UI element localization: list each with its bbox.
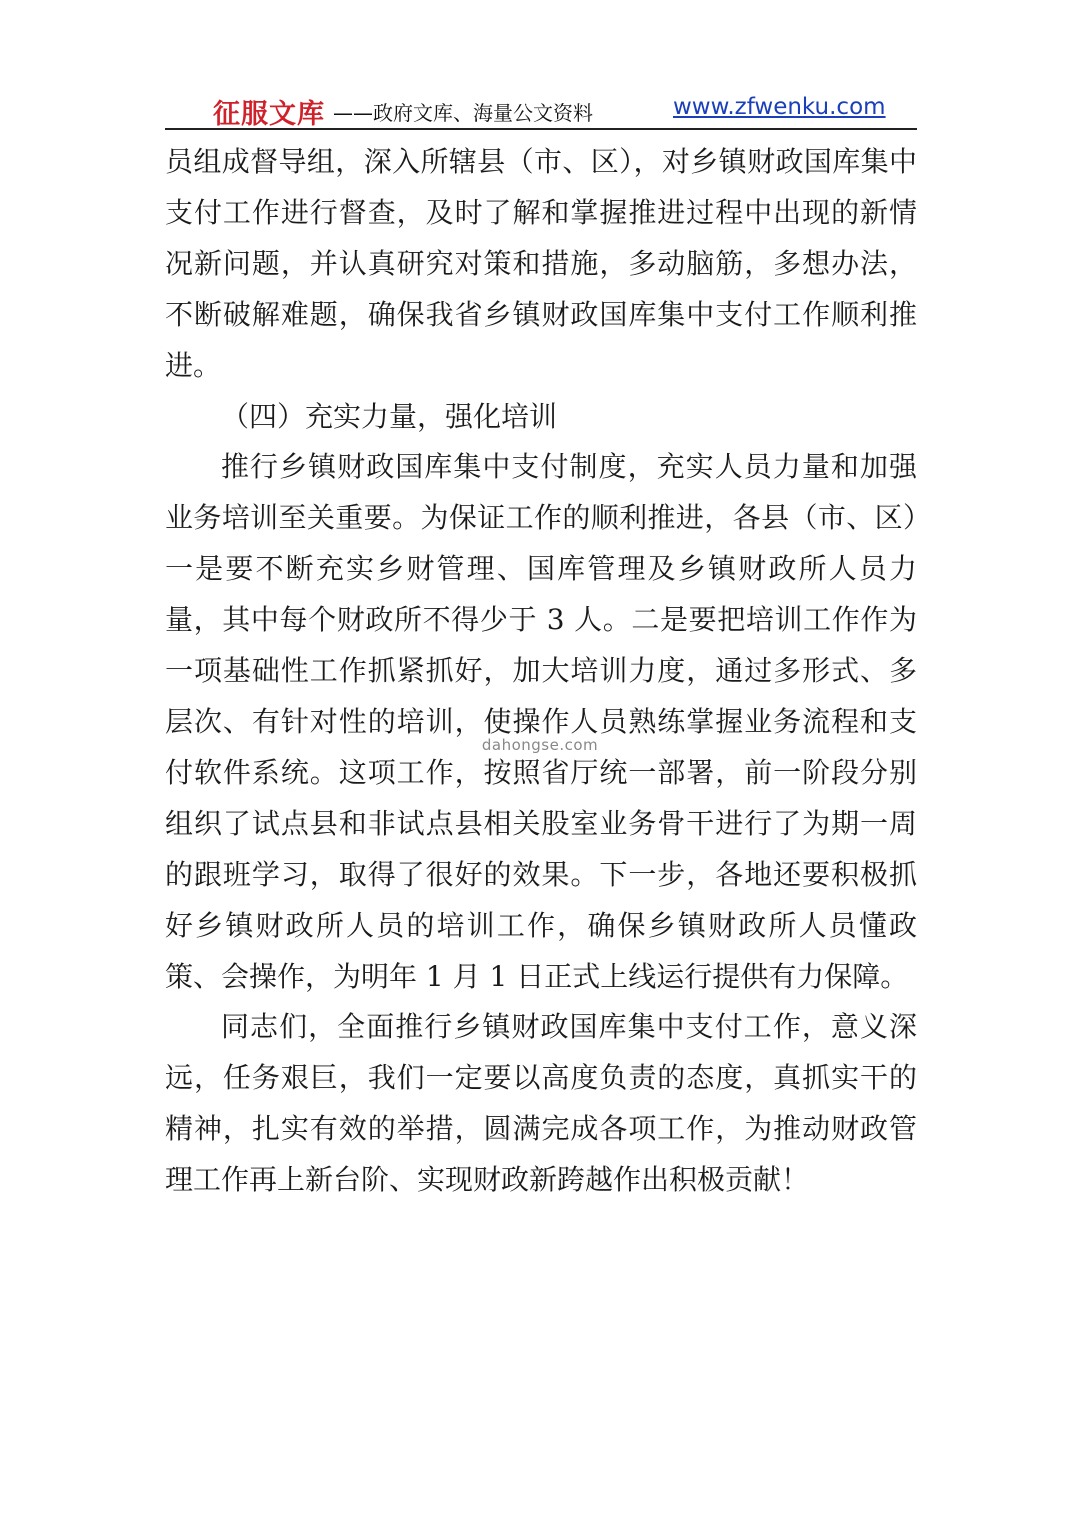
- page-header: [165, 88, 917, 130]
- paragraph-continuation: 员组成督导组，深入所辖县（市、区），对乡镇财政国库集中支付工作进行督查，及时了解和掌握推进过程中出现的新情况新问题，并认真研究对策和措施，多动脑筋，多想办法，不断破解难题，确保我省乡镇财政国库集中支付工作顺利推进。: [165, 145, 917, 382]
- website-link[interactable]: www.zfwenku.com: [673, 94, 886, 120]
- section-heading-four: （四）充实力量，强化培训: [221, 399, 558, 433]
- brand-logo-text: 征服文库: [213, 99, 325, 130]
- watermark: dahongse.com: [481, 736, 599, 754]
- document-body: [165, 137, 917, 1206]
- header-tagline: ——政府文库、海量公文资料: [333, 101, 593, 125]
- paragraph-training: 推行乡镇财政国库集中支付制度，充实人员力量和加强业务培训至关重要。为保证工作的顺利推进，各县（市、区）一是要不断充实乡财管理、国库管理及乡镇财政所人员力量，其中每个财政所不得少于 3 人。二是要把培训工作作为一项基础性工作抓紧抓好，加大培训力度，通过多形式、多层次、有针对性的培训，使操作人员熟练掌握业务流程和支付软件系统。这项工作，按照省厅统一部署，前一阶段分别组织了试点县和非试点县相关股室业务骨干进行了为期一周的跟班学习，取得了很好的效果。下一步，各地还要积极抓好乡镇财政所人员的培训工作，确保乡镇财政所人员懂政策、会操作，为明年 1 月 1 日正式上线运行提供有力保障。: [165, 450, 917, 993]
- paragraph-conclusion: 同志们，全面推行乡镇财政国库集中支付工作，意义深远，任务艰巨，我们一定要以高度负责的态度，真抓实干的精神，扎实有效的举措，圆满完成各项工作，为推动财政管理工作再上新台阶、实现财政新跨越作出积极贡献！: [165, 1010, 917, 1197]
